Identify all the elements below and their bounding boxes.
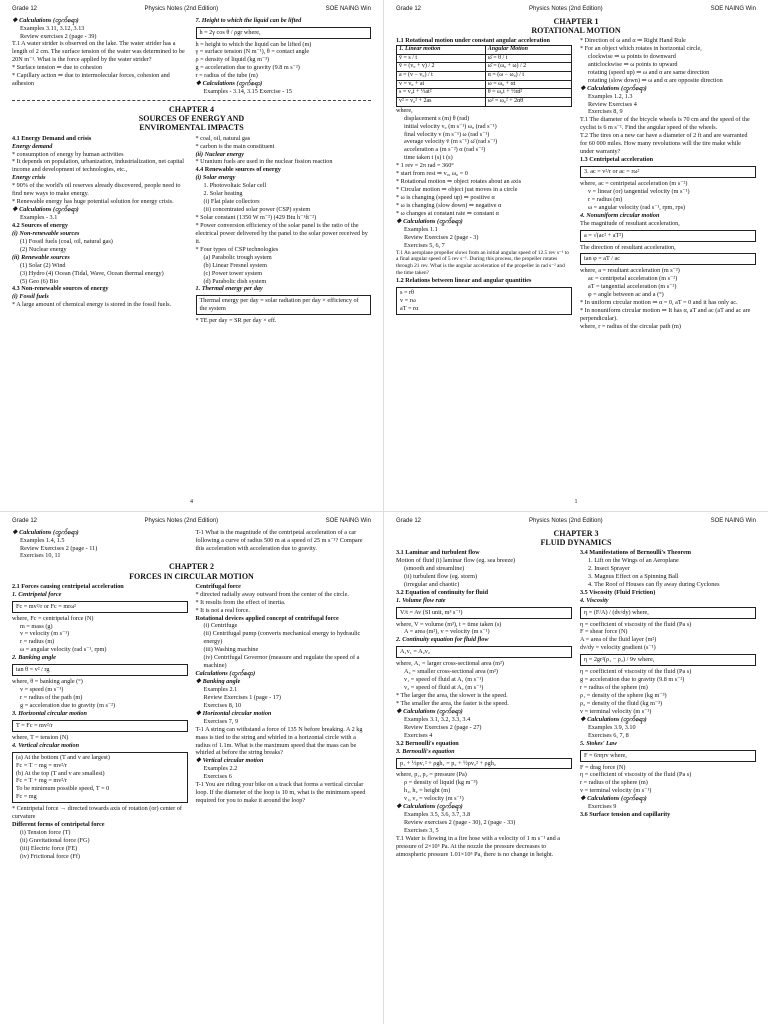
- divider: [12, 100, 371, 101]
- p4-right-col: [580, 549, 756, 859]
- problem-t1: T.1 The diameter of the bicycle wheels is 70 cm and the speed of the cyclist is 6 m s⁻¹. Find the angular speed of the wheels.: [580, 116, 750, 132]
- equation-table: [396, 45, 572, 107]
- section-heading: 1.1 Rotational motion under constant angular acceleration: [396, 37, 550, 45]
- p4-left-col: [396, 549, 572, 859]
- bullet: * ω changes at constant rate ⇒ constant α: [396, 209, 499, 217]
- formula-box: tan θ = v² / rg: [12, 664, 188, 676]
- definition: aT = tangential acceleration (m s⁻²): [588, 283, 677, 291]
- bullet: * It results from the effect of inertia.: [195, 598, 286, 606]
- definition: where, a = resultant acceleration (m s⁻²): [580, 267, 680, 275]
- definition: where, T = tension (N): [12, 733, 69, 741]
- header-author: SOE NAING Win: [710, 6, 756, 12]
- subheading: (ii) Renewable sources: [12, 253, 70, 261]
- definition: η = coefficient of viscosity of the fluid (Pa s): [580, 771, 692, 779]
- list-item: rotating (speed up) ⇒ ω and α are same direction: [588, 68, 710, 76]
- examples-line: Examples 1.1: [404, 225, 438, 233]
- calc-heading: ❖ Calculations (တွက်စရာ): [12, 528, 79, 536]
- calc-heading: ❖ Calculations (တွက်စရာ): [195, 80, 263, 88]
- examples-line: Examples 3.5, 3.6, 3.7, 3.8: [404, 811, 471, 819]
- calc-heading: ❖ Calculations (တွက်စရာ): [396, 803, 463, 811]
- formula-box: Thermal energy per day = solar radiation per day × efficiency of the system: [196, 295, 372, 315]
- equation: aT = rα: [400, 305, 419, 312]
- list-item: (3) Hydro (4) Ocean (Tidal, Wave, Ocean thermal energy): [20, 269, 164, 277]
- definition: g = acceleration due to gravity (9.8 m s⁻²): [195, 64, 300, 72]
- list-item: anticlockwise ⇒ ω points to upward: [588, 60, 678, 68]
- header-title: Physics Notes (2nd Edition): [528, 6, 603, 12]
- bullet: * For an object which rotates in horizontal circle,: [580, 44, 702, 52]
- list-item: 2. Solar heating: [203, 190, 243, 198]
- bullet: * Circular motion ⇒ object just moves in a circle: [396, 186, 518, 194]
- text-line: (a) At the bottom (T and v are largest): [16, 753, 110, 761]
- review-line: Review Exercises 2 (page - 3): [404, 233, 479, 241]
- formula-box: η = (F/A) / (dv/dy) where,: [580, 607, 756, 619]
- definition: A = area (m²), v = velocity (m s⁻¹): [404, 628, 490, 636]
- header-title: Physics Notes (2nd Edition): [144, 6, 219, 12]
- definition: where, p₁, p₂ = pressure (Pa): [396, 771, 467, 779]
- definition: where, Fc = centripetal force (N): [12, 614, 94, 622]
- bullet: * Renewable energy has huge potential solution for energy crisis.: [12, 198, 174, 206]
- list-item: (b) Linear Fresnel system: [203, 261, 267, 269]
- definition: A = area of the fluid layer (m²): [580, 636, 657, 644]
- examples-line: Examples 2.1: [203, 685, 238, 693]
- examples-line: Examples - 3.1: [20, 214, 58, 222]
- definition: v₁ = speed of fluid at A₁ (m s⁻¹): [404, 676, 484, 684]
- bullet: * Solar constant (1350 W m⁻²) (429 Btu h⁻¹ft⁻²): [195, 214, 317, 222]
- formula-box: A₁v₁ = A₂v₂: [396, 646, 572, 658]
- subheading: (i) Non-renewable sources: [12, 229, 80, 237]
- text-line: Motion of fluid (i) laminar flow (eg. sea breeze): [396, 556, 516, 564]
- chapter-number: CHAPTER 4: [168, 105, 215, 115]
- equation: Fc = mg: [16, 793, 37, 801]
- list-item: (ii) Gravitational force (FG): [20, 837, 90, 845]
- quantity-row: displacement s (m) θ (rad): [404, 114, 470, 122]
- definition: r = radius of the sphere (m): [580, 684, 648, 692]
- section-heading: 4.2 Sources of energy: [12, 221, 68, 229]
- section-heading: 4.1 Energy Demand and crisis: [12, 134, 92, 142]
- problem-t1: T.1 A water strider is observed on the lake. The water strider has a length of 2 cm. The surface tension of the water was determined to be 20N m⁻¹. What is the force applied by the water strider?: [12, 40, 185, 64]
- examples-line: Examples - 3.14, 3.15 Exercise - 15: [203, 88, 292, 96]
- quantity-row: initial velocity v₀ (m s⁻¹) ω₀ (rad s⁻¹): [404, 122, 497, 130]
- exercises-line: Exercises 10, 11: [20, 552, 61, 560]
- formula-box: a = √(ac² + aT²): [580, 230, 756, 242]
- review-line: Review Exercises 1 (page - 17): [203, 693, 281, 701]
- definition: v = linear (or) tangential velocity (m s⁻¹): [588, 187, 690, 195]
- definition: dv/dy = velocity gradient (s⁻¹): [580, 644, 656, 652]
- formula-box: V/t = Av (SI unit, m³ s⁻¹): [396, 607, 572, 619]
- quantity-row: acceleration a (m s⁻²) α (rad s⁻²): [404, 146, 486, 154]
- calc-heading: ❖ Calculations (တွက်စရာ): [12, 206, 79, 214]
- list-item: (ii) Centrifugal pump (converts mechanical energy to hydraulic energy): [203, 630, 361, 646]
- exercises-line: Exercises 5, 6, 7: [404, 241, 445, 249]
- calc-heading: ❖ Calculations (တွက်စရာ): [580, 795, 647, 803]
- problem-t1: T.1 Water is flowing in a fire hose with a velocity of 1 m s⁻¹ and a pressure of 2×10⁵ Pa. At the nozzle the pressure decreases to atmospheric pressure 1.01×10⁵ Pa, there is no change in height.: [396, 834, 561, 858]
- bullet: * 90% of the world's oil reserves already discovered, people need to find new ways to make energy.: [12, 182, 181, 198]
- list-item: (iii) Washing machine: [203, 646, 259, 654]
- list-item: (c) Power tower system: [203, 269, 263, 277]
- text-line: The direction of resultant acceleration,: [580, 243, 676, 251]
- definition: v₁, v₂ = velocity (m s⁻¹): [404, 795, 464, 803]
- definition: g = acceleration due to gravity (9.8 m s⁻²): [580, 676, 685, 684]
- equation: s = rθ: [400, 289, 415, 297]
- subheading: 2. Continuity equation for fluid flow: [396, 636, 489, 644]
- problem-t1: T.1 An aeroplane propeller slows from an initial angular speed of 12.5 rev s⁻¹ to a final angular speed of 5 rev s⁻¹. During this process, the propeller rotates through 21 rev. What is the angular acceleration of the propeller in rad s⁻² and the time taken?: [396, 249, 569, 277]
- calc-heading: Calculations (တွက်စရာ): [195, 670, 256, 678]
- subheading: Centrifugal force: [195, 582, 241, 590]
- p3-top-right: [196, 529, 372, 561]
- bullet: * Uranium fuels are used in the nuclear fission reaction: [195, 158, 333, 166]
- definition: ρ₁ = density of the sphere (kg m⁻³): [580, 692, 667, 700]
- list-item: (a) Parabolic trough system: [203, 253, 272, 261]
- equation: v² = v₀² + 2as: [397, 98, 486, 107]
- bullet: * consumption of energy by human activities: [12, 150, 124, 158]
- subheading: (ii) Nuclear energy: [195, 150, 244, 158]
- definition: r = radius of the tube (m): [195, 72, 258, 80]
- quantity-row: average velocity v̄ (m s⁻¹) ω̄ (rad s⁻¹): [404, 138, 498, 146]
- review-line: Review exercises 2 (page - 30), 2 (page - 33): [404, 819, 516, 827]
- bullet: * It is not a real force.: [195, 606, 250, 614]
- section-heading: 3.4 Manifestations of Bernoulli's Theorem: [580, 549, 691, 557]
- equation: v̄ = (v₀ + v) / 2: [397, 63, 486, 72]
- definition: g = acceleration due to gravity (m s⁻²): [20, 701, 116, 709]
- subheading: 1. Thermal energy per day: [195, 285, 263, 293]
- section-heading: Different forms of centripetal force: [12, 821, 105, 829]
- definition: ρ = density of liquid (kg m⁻³): [195, 56, 270, 64]
- formula-box: F = 6πηrv where,: [580, 750, 756, 762]
- exercises-line: Exercises 8, 10: [203, 701, 242, 709]
- bullet: * TE per day = SR per day × eff.: [195, 317, 277, 325]
- bullet: * In uniform circular motion ⇒ α = 0, aT = 0 and it has only ac.: [580, 299, 738, 307]
- formula-box: tan φ = aT / ac: [580, 253, 756, 265]
- chapter-title: [396, 529, 756, 547]
- page-header: [12, 518, 371, 526]
- definition: F = drag force (N): [580, 763, 626, 771]
- formula-box: [396, 287, 572, 315]
- text-line: (b) At the top (T and v are smallest): [16, 769, 105, 777]
- subheading: Rotational devices applied concept of centrifugal force: [195, 614, 339, 622]
- definition: ac = centripetal acceleration (m s⁻²): [588, 275, 678, 283]
- definition: h₁, h₂ = height (m): [404, 787, 451, 795]
- equation: s = v₀t + ½at²: [397, 89, 486, 98]
- definition: h = height to which the liquid can be lifted (m): [195, 40, 312, 48]
- calc-heading: ❖ Calculations (တွက်စရာ): [580, 84, 647, 92]
- definition: r = radius of the sphere (m): [580, 779, 648, 787]
- section-heading: 1.2 Relations between linear and angular quantities: [396, 277, 532, 285]
- bullet: * A large amount of chemical energy is stored in the fossil fuels.: [12, 301, 172, 309]
- list-item: (1) Fossil fuels (coal, oil, natural gas): [20, 237, 113, 245]
- definition: r = radius of the path (m): [20, 694, 83, 702]
- bullet: * The smaller the area, the faster is the speed.: [396, 699, 509, 707]
- problem-t1: T-1 A string can withstand a force of 135 N before breaking. A 2 kg mass is tied to the string and whirled in a horizontal circle with a radius of 1.1m. What is the maximum speed that the mass can be whirled at before the string breaks?: [195, 725, 363, 757]
- definition: v = velocity (m s⁻¹): [20, 630, 70, 638]
- equation: θ = ω₀t + ½αt²: [485, 89, 571, 98]
- chapter-number: CHAPTER 2: [168, 562, 215, 572]
- exercises-line: Exercises 9: [588, 803, 617, 811]
- header-grade: Grade 12: [396, 6, 422, 12]
- list-item: (i) Tension force (T): [20, 829, 71, 837]
- exercises-line: Exercises 4: [404, 731, 433, 739]
- subheading: ❖ Banking angle: [195, 678, 241, 686]
- equation: ω = ω₀ + αt: [485, 80, 571, 89]
- header-title: Physics Notes (2nd Edition): [144, 518, 219, 524]
- formula-box: Fc = mv²/r or Fc = mrω²: [12, 601, 188, 613]
- bullet: * Surface tension ⇒ due to cohesion: [12, 64, 103, 72]
- bullet: * 1 rev = 2π rad = 360°: [396, 162, 454, 170]
- examples-line: Examples 2.2: [203, 765, 238, 773]
- equation: a = (v − v₀) / t: [397, 72, 486, 81]
- problem-t1: T-1 You are riding your bike on a track that forms a vertical circular loop. If the diameter of the loop is 10 m, what is the minimum speed required for you to make it around the loop?: [195, 781, 366, 805]
- quantity-row: final velocity v (m s⁻¹) ω (rad s⁻¹): [404, 130, 490, 138]
- formula-box: η = 2gr²(ρ₁ − ρ₂) / 9v where,: [580, 654, 756, 666]
- bullet: * ω is changing (speed up) ⇒ positive α: [396, 194, 495, 201]
- section-heading: 4.4 Renewable sources of energy: [195, 166, 281, 174]
- p1-top-left: [12, 17, 188, 96]
- bullet: * carbon is the main constituent: [195, 142, 275, 150]
- notes-page-4: [0, 0, 384, 512]
- subheading: ❖ Vertical circular motion: [195, 757, 264, 765]
- review-line: Review exercises 2 (page - 39): [20, 32, 97, 40]
- subheading: 3. Bernoulli's equation: [396, 747, 455, 755]
- page-header: [396, 6, 756, 14]
- header-grade: Grade 12: [396, 518, 422, 524]
- definition: r = radius (m): [20, 638, 55, 646]
- section-heading: 3.1 Laminar and turbulent flow: [396, 549, 480, 557]
- text-line: The magnitude of resultant acceleration,: [580, 219, 680, 227]
- equation: ω̄ = θ / t: [485, 54, 571, 63]
- exercises-line: Exercises 3, 5: [404, 827, 439, 835]
- definition: A₂ = smaller cross-sectional area (m²): [404, 668, 498, 676]
- p1-right-col: [196, 135, 372, 326]
- problem-t2: T.2 The tires on a new car have a diameter of 2 ft and are warranted for 60 000 miles. How many revolutions will the tire make while under warranty?: [580, 132, 748, 156]
- chapter-name: FORCES IN CIRCULAR MOTION: [129, 571, 254, 581]
- formula-box: 3. ac = v²/r or ac = rω²: [580, 166, 756, 178]
- list-item: (1) Solar (2) Wind: [20, 261, 66, 269]
- definition: where, θ = banking angle (°): [12, 678, 83, 686]
- definition: v = terminal velocity (m s⁻¹): [580, 787, 652, 795]
- chapter-name: FLUID DYNAMICS: [540, 537, 612, 547]
- chapter-name: SOURCES OF ENERGY AND: [138, 114, 245, 124]
- notes-page-chapter-3: [384, 512, 768, 1024]
- formula-box: [12, 752, 188, 804]
- list-item: (smooth and streamline): [404, 564, 465, 572]
- subheading: ❖ Horizontal circular motion: [195, 709, 272, 717]
- list-item: clockwise ⇒ ω points to downward: [588, 52, 676, 60]
- chapter-number: CHAPTER 1: [553, 16, 599, 26]
- bullet: * ω is changing (slow down) ⇒ negative α: [396, 201, 502, 209]
- equation: v̄ = s / t: [397, 54, 486, 63]
- formula-box: p₁ + ½ρv₁² + ρgh₁ = p₂ + ½ρv₂² + ρgh₂: [396, 758, 572, 770]
- section-heading: 3.2 Equation of continuity for fluid: [396, 588, 489, 596]
- p3-right-col: [196, 583, 372, 861]
- list-item: (ii) turbulent flow (eg. storm): [404, 572, 478, 580]
- subheading: (i) Fossil fuels: [12, 293, 49, 301]
- equation: Fc = T + mg = mv²/r: [16, 777, 67, 785]
- bullet: * directed radially away outward from the center of the circle.: [195, 590, 349, 598]
- subheading: (i) Solar energy: [195, 174, 236, 182]
- list-item: 4. The Roof of Houses can fly away during Cyclones: [588, 580, 720, 588]
- list-item: (d) Parabolic dish system: [203, 277, 267, 285]
- bullet: * Four types of CSP technologies: [195, 245, 279, 253]
- list-item: (5) Geo (6) Bio: [20, 277, 59, 285]
- notes-page-1: [384, 0, 768, 512]
- list-item: 1. Photovoltaic Solar cell: [203, 182, 267, 190]
- table-header: 1. Linear motion: [397, 45, 486, 54]
- equation: v = rω: [400, 297, 416, 305]
- formula-box: h = 2γ cos θ / ρgr where,: [196, 27, 372, 39]
- chapter-title: [396, 17, 756, 35]
- header-author: SOE NAING Win: [710, 518, 756, 524]
- bullet: * In nonuniform circular motion ⇒ It has α, aT and ac (aT and ac are perpendicular).: [580, 307, 751, 323]
- chapter-name: ROTATIONAL MOTION: [531, 25, 621, 35]
- review-line: Review Exercises 4: [588, 100, 637, 108]
- page-number: 1: [574, 499, 578, 506]
- exercises-line: Exercises 6: [203, 773, 232, 781]
- formula-box: T = Fc = mv²/r: [12, 720, 188, 732]
- definition: v₂ = speed of fluid at A₂ (m s⁻¹): [404, 684, 484, 692]
- bullet: * Direction of ω and α ⇒ Right Hand Rule: [580, 37, 686, 45]
- examples-line: Examples 1.4, 1.5: [20, 536, 65, 544]
- p3-top-left: [12, 529, 188, 561]
- chapter-title: [12, 562, 371, 580]
- list-item: (irregular and chaotic): [404, 580, 460, 588]
- subheading: Energy crisis: [12, 174, 46, 182]
- definition: r = radius (m): [588, 195, 623, 203]
- definition: ρ = density of liquid (kg m⁻³): [404, 779, 478, 787]
- bullet: * coal, oil, natural gas: [195, 134, 251, 142]
- definition: γ = surface tension (N m⁻¹), θ = contact angle: [195, 48, 310, 56]
- chapter-name-2: ENVIROMENTAL IMPACTS: [139, 123, 244, 133]
- p3-left-col: [12, 583, 188, 861]
- equation: ω² = ω₀² + 2αθ: [485, 98, 571, 107]
- header-author: SOE NAING Win: [325, 518, 371, 524]
- page-number: 4: [190, 499, 193, 506]
- notes-page-chapter-2: [0, 512, 384, 1024]
- examples-line: Examples 3.11, 3.12, 3.13: [20, 24, 85, 32]
- text-line: To be minimum possible speed, T = 0: [16, 785, 110, 793]
- list-item: (2) Nuclear energy: [20, 245, 67, 253]
- definition: ω = angular velocity (rad s⁻¹, rpm, rps): [588, 203, 686, 211]
- bullet: * Capillary action ⇒ due to intermolecular forces, cohesion and adhesion: [12, 72, 170, 88]
- equation: Fc = T − mg = mv²/r: [16, 761, 67, 769]
- p1-left-col: [12, 135, 188, 326]
- equation: ω̄ = (ω₀ + ω) / 2: [485, 63, 571, 72]
- exercises-line: Exercises 8, 9: [588, 108, 623, 116]
- section-heading: 3.2 Bernoulli's equation: [396, 739, 459, 747]
- subheading: 2. Banking angle: [12, 654, 56, 662]
- chapter-title: [12, 105, 371, 133]
- header-author: SOE NAING Win: [325, 6, 371, 12]
- definition: m = mass (g): [20, 622, 53, 630]
- review-line: Review Exercises 2 (page - 27): [404, 723, 482, 731]
- exercises-line: Exercises 6, 7, 8: [588, 731, 629, 739]
- p2-right-col: [580, 37, 756, 331]
- subheading: 5. Stokes' Law: [580, 739, 617, 747]
- calc-heading: ❖ Calculations (တွက်စရာ): [580, 715, 647, 723]
- section-heading: 1.3 Centripetal acceleration: [580, 156, 654, 164]
- definition: where, V = volume (m³), t = time taken (s): [396, 620, 502, 628]
- bullet: * The larger the area, the slower is the speed.: [396, 692, 508, 700]
- list-item: (ii) concentrated solar power (CSP) system: [203, 206, 311, 214]
- page-header: [396, 518, 756, 526]
- list-item: 3. Magnus Effect on a Spinning Ball: [588, 572, 679, 580]
- equation: v = v₀ + at: [397, 80, 486, 89]
- p2-left-col: [396, 37, 572, 331]
- calc-heading: ❖ Calculations (တွက်စရာ): [396, 707, 463, 715]
- list-item: 2. Insect Sprayer: [588, 564, 630, 572]
- section-heading: 4.3 Non-renewable sources of energy: [12, 285, 109, 293]
- subheading: 4. Vertical circular motion: [12, 741, 80, 749]
- definition: where, A₁ = larger cross-sectional area (m²): [396, 660, 504, 668]
- review-line: Review Exercises 2 (page - 11): [20, 544, 98, 552]
- definition: v = speed (m s⁻¹): [20, 686, 64, 694]
- list-item: (iii) Electric force (FE): [20, 844, 78, 852]
- p1-top-right: [196, 17, 372, 96]
- bullet: * Power conversion efficiency of the solar panel is the ratio of the electrical power delivered by the panel to the solar power received by it.: [195, 221, 368, 245]
- equation: α = (ω − ω₀) / t: [485, 72, 571, 81]
- list-item: (i) Flat plate collectors: [203, 198, 260, 206]
- table-header: Angular Motion: [485, 45, 571, 54]
- calc-heading: ❖ Calculations (တွက်စရာ): [12, 16, 79, 24]
- list-item: 1. Lift on the Wings of an Aeroplane: [588, 556, 679, 564]
- calc-heading: ❖ Calculations (တွက်စရာ): [396, 217, 463, 225]
- text-line: where, r = radius of the circular path (m): [580, 322, 681, 330]
- header-grade: Grade 12: [12, 518, 38, 524]
- section-heading: 3.6 Surface tension and capillarity: [580, 811, 671, 819]
- list-item: (iv) Centrifugal Governor (measure and regulate the speed of a machine): [203, 654, 360, 670]
- quantity-row: time taken t (s) t (s): [404, 154, 453, 162]
- list-item: (iv) Frictional force (Ff): [20, 852, 80, 860]
- bullet: * Centripetal force → directed towards axis of rotation (or) center of curvature: [12, 805, 182, 821]
- examples-line: Examples 3.1, 3.2, 3.3, 3.4: [404, 715, 471, 723]
- problem-t1: T-1 What is the magnitude of the centripetal acceleration of a car following a curve of radius 500 m at a speed of 25 m s⁻¹? Compare this acceleration with acceleration due to gravity.: [195, 528, 363, 552]
- definition: where, ac = centripetal acceleration (m s⁻²): [580, 179, 688, 187]
- subheading: 1. Centripetal force: [12, 590, 62, 598]
- subheading: 4. Viscosity: [580, 596, 609, 604]
- section-heading: 2.1 Forces causing centripetal acceleration: [12, 582, 124, 590]
- definition: v = terminal velocity (m s⁻¹): [580, 707, 652, 715]
- page-header: [12, 6, 371, 14]
- examples-line: Examples 3.9, 3.10: [588, 723, 636, 731]
- examples-line: Examples 1.2, 1.3: [588, 92, 633, 100]
- text-line: where,: [396, 106, 413, 114]
- definition: φ = angle between ac and a (°): [588, 291, 664, 299]
- subheading: 7. Height to which the liquid can be lifted: [195, 16, 302, 24]
- header-grade: Grade 12: [12, 6, 38, 12]
- subheading: 1. Volume flow rate: [396, 596, 446, 604]
- bullet: * Rotational motion ⇒ object rotates about an axis: [396, 178, 522, 186]
- bullet: * It depends on population, urbanization, industrialization, net capital income and development of technologies, etc.,: [12, 158, 185, 174]
- definition: ω = angular velocity (rad s⁻¹, rpm): [20, 646, 107, 654]
- chapter-number: CHAPTER 3: [553, 528, 599, 538]
- section-heading: 3.5 Viscosity (Fluid Friction): [580, 588, 656, 596]
- list-item: rotating (slow down) ⇒ ω and α are opposite direction: [588, 76, 723, 84]
- definition: η = coefficient of viscosity of the fluid (Pa s): [580, 620, 692, 628]
- list-item: (i) Centrifuge: [203, 622, 238, 630]
- subheading: Energy demand: [12, 142, 53, 150]
- header-title: Physics Notes (2nd Edition): [528, 518, 603, 524]
- bullet: * start from rest ⇒ v₀, ω₀ = 0: [396, 170, 468, 178]
- definition: η = coefficient of viscosity of the fluid (Pa s): [580, 668, 692, 676]
- definition: ρ₂ = density of the fluid (kg m⁻³): [580, 699, 663, 707]
- subheading: 3. Horizontal circular motion: [12, 709, 87, 717]
- definition: F = shear force (N): [580, 628, 628, 636]
- exercises-line: Exercises 7, 9: [203, 717, 239, 725]
- subheading: 4. Nonuniform circular motion: [580, 211, 660, 219]
